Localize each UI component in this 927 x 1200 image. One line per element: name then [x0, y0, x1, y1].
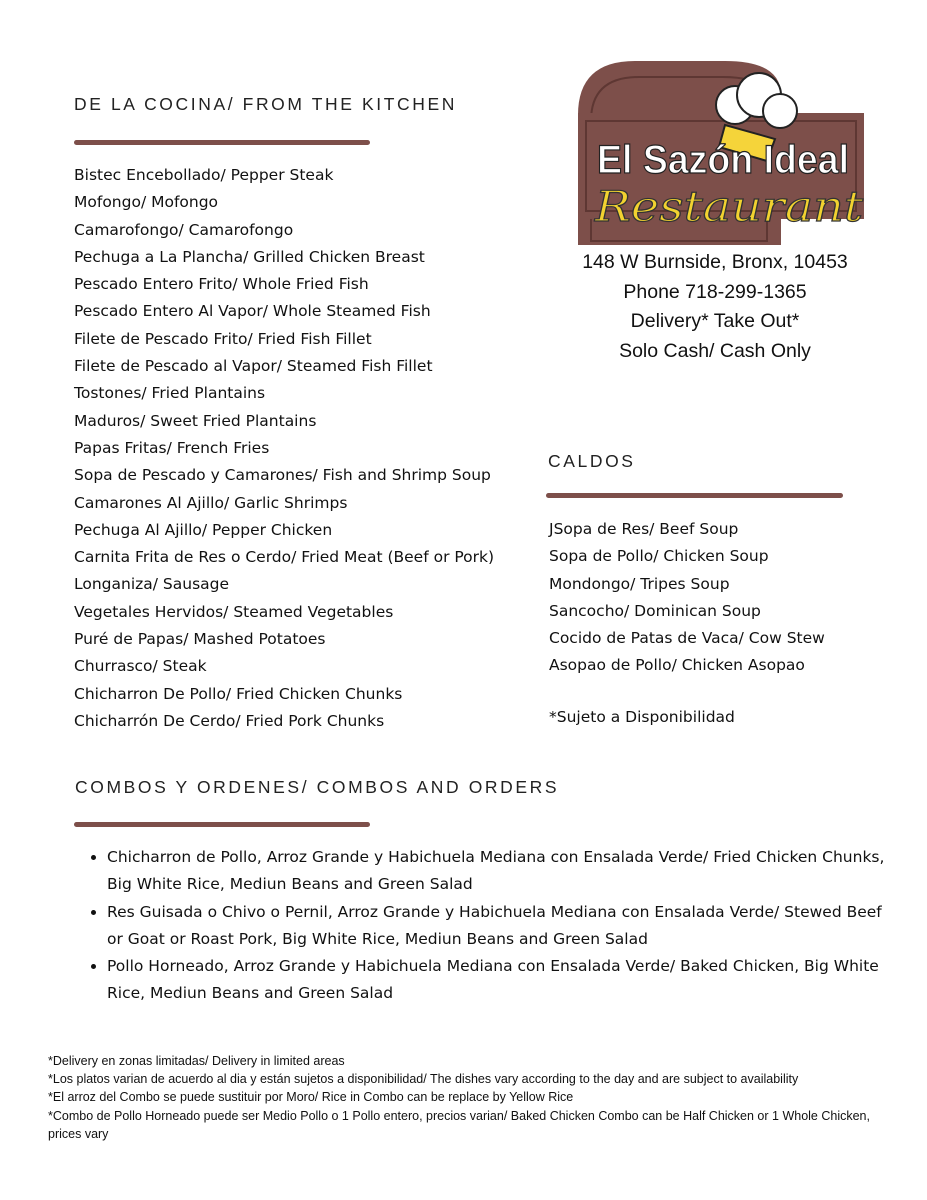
- address: 148 W Burnside, Bronx, 10453: [582, 251, 848, 273]
- kitchen-divider: [74, 140, 370, 145]
- service-options: Delivery* Take Out*: [630, 310, 800, 332]
- list-item: Cocido de Patas de Vaca/ Cow Stew: [549, 629, 825, 648]
- list-item: Carnita Frita de Res o Cerdo/ Fried Meat (Beef or Pork): [74, 548, 495, 567]
- list-item: Mofongo/ Mofongo: [74, 193, 219, 212]
- list-item: Churrasco/ Steak: [74, 657, 207, 676]
- phone: Phone 718-299-1365: [623, 280, 807, 303]
- combos-list: [85, 844, 897, 1008]
- list-item: Camarones Al Ajillo/ Garlic Shrimps: [74, 493, 348, 512]
- availability-note: *Sujeto a Disponibilidad: [549, 708, 735, 726]
- combos-divider: [74, 822, 370, 827]
- list-item: Pechuga Al Ajillo/ Pepper Chicken: [74, 520, 333, 539]
- list-item: Chicharron De Pollo/ Fried Chicken Chunks: [74, 684, 403, 703]
- list-item: Filete de Pescado Frito/ Fried Fish Fillet: [74, 329, 372, 348]
- list-item: Pechuga a La Plancha/ Grilled Chicken Breast: [74, 247, 425, 266]
- combos-heading: COMBOS Y ORDENES/ COMBOS AND ORDERS: [75, 777, 560, 797]
- list-item: Bistec Encebollado/ Pepper Steak: [74, 166, 334, 184]
- list-item: Asopao de Pollo/ Chicken Asopao: [549, 656, 805, 675]
- restaurant-info: [560, 248, 870, 366]
- list-item: Longaniza/ Sausage: [74, 575, 230, 594]
- logo-subtitle: Restaurant: [593, 182, 864, 231]
- list-item: Camarofongo/ Camarofongo: [74, 220, 294, 239]
- list-item: Maduros/ Sweet Fried Plantains: [74, 411, 317, 430]
- footnote: *Delivery en zonas limitadas/ Delivery in limited areas: [48, 1054, 345, 1068]
- list-item: Mondongo/ Tripes Soup: [549, 574, 730, 593]
- logo-title: El Sazón Ideal: [597, 138, 849, 182]
- caldos-divider: [546, 493, 843, 498]
- list-item: Sopa de Pollo/ Chicken Soup: [549, 547, 769, 566]
- footnote: *Combo de Pollo Horneado puede ser Medio Pollo o 1 Pollo entero, precios varian/ Baked Chicken Combo can be Half Chicken or 1 Whole Chicken, prices vary: [48, 1108, 870, 1141]
- list-item: Filete de Pescado al Vapor/ Steamed Fish Fillet: [74, 357, 433, 376]
- list-item: Pescado Entero Frito/ Whole Fried Fish: [74, 275, 369, 294]
- kitchen-menu-list: [74, 162, 494, 735]
- kitchen-heading: DE LA COCINA/ FROM THE KITCHEN: [74, 94, 457, 114]
- list-item: Sancocho/ Dominican Soup: [549, 601, 761, 620]
- list-item: JSopa de Res/ Beef Soup: [549, 520, 739, 538]
- list-item: Puré de Papas/ Mashed Potatoes: [74, 630, 326, 649]
- list-item: Sopa de Pescado y Camarones/ Fish and Shrimp Soup: [74, 466, 491, 485]
- list-item: Tostones/ Fried Plantains: [74, 384, 266, 403]
- restaurant-logo: [575, 55, 870, 250]
- footnote: *Los platos varian de acuerdo al dia y están sujetos a disponibilidad/ The dishes vary according to the day and are subject to availability: [48, 1072, 799, 1087]
- payment-note: Solo Cash/ Cash Only: [619, 339, 811, 362]
- caldos-heading: CALDOS: [548, 451, 636, 471]
- list-item: Pescado Entero Al Vapor/ Whole Steamed Fish: [74, 302, 431, 321]
- list-item: Papas Fritas/ French Fries: [74, 438, 270, 457]
- footnote: *El arroz del Combo se puede sustituir por Moro/ Rice in Combo can be replace by Yellow Rice: [48, 1090, 574, 1105]
- list-item: Vegetales Hervidos/ Steamed Vegetables: [74, 602, 394, 621]
- list-item: • Pollo Horneado, Arroz Grande y Habichuela Mediana con Ensalada Verde/ Baked Chicken, Big White Rice, Mediun Beans and Green Salad: [107, 953, 897, 1008]
- caldos-menu-list: [549, 516, 825, 680]
- list-item: • Res Guisada o Chivo o Pernil, Arroz Grande y Habichuela Mediana con Ensalada Verde/ Stewed Beef or Goat or Roast Pork, Big White Rice, Mediun Beans and Green Salad: [107, 899, 897, 954]
- list-item: • Chicharron de Pollo, Arroz Grande y Habichuela Mediana con Ensalada Verde/ Fried Chicken Chunks, Big White Rice, Mediun Beans and Green Salad: [107, 844, 897, 899]
- footnotes: [48, 1052, 878, 1143]
- list-item: Chicharrón De Cerdo/ Fried Pork Chunks: [74, 711, 385, 730]
